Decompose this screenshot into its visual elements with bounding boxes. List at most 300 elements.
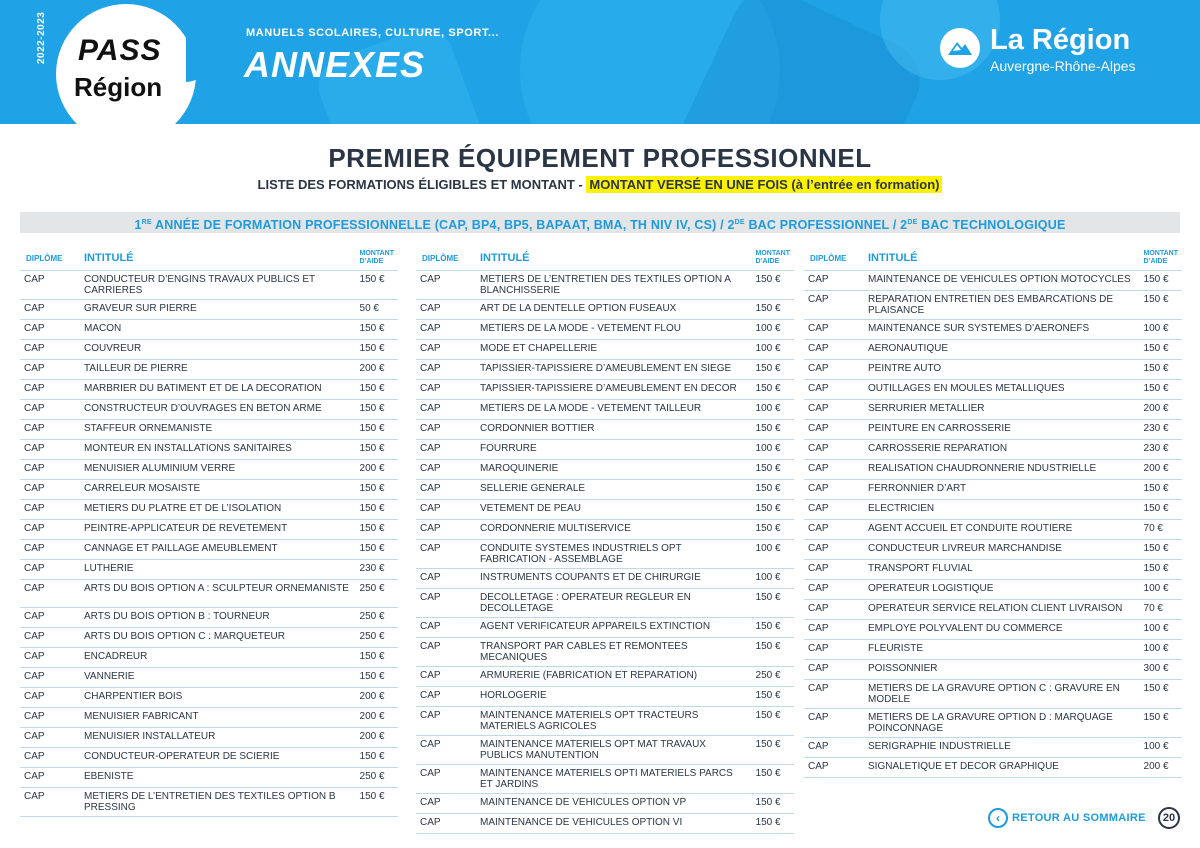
cell-montant: 100 € bbox=[1140, 320, 1182, 340]
table-row bbox=[804, 758, 1182, 778]
cell-montant: 150 € bbox=[356, 480, 398, 500]
table-row bbox=[804, 460, 1182, 480]
cell-diplome: CAP bbox=[804, 709, 864, 738]
cell-montant: 200 € bbox=[356, 460, 398, 480]
subtitle-highlight: MONTANT VERSÉ EN UNE FOIS (à l’entrée en formation) bbox=[586, 176, 942, 193]
cell-intitule: METIERS DE L’ENTRETIEN DES TEXTILES OPTION A BLANCHISSERIE bbox=[476, 271, 752, 300]
cell-diplome: CAP bbox=[416, 814, 476, 834]
cell-montant: 70 € bbox=[1140, 520, 1182, 540]
cell-montant: 100 € bbox=[752, 320, 794, 340]
cell-intitule: ARTS DU BOIS OPTION A : SCULPTEUR ORNEMANISTE bbox=[80, 580, 356, 608]
cell-montant: 250 € bbox=[356, 768, 398, 788]
cell-montant: 150 € bbox=[752, 271, 794, 300]
chevron-left-icon[interactable]: ‹ bbox=[988, 808, 1008, 828]
cell-montant: 100 € bbox=[1140, 738, 1182, 758]
header-montant bbox=[1140, 250, 1182, 271]
cell-intitule: METIERS DE LA GRAVURE OPTION C : GRAVURE EN MODELE bbox=[864, 680, 1140, 709]
table-row bbox=[804, 340, 1182, 360]
cell-intitule: MAINTENANCE DE VEHICULES OPTION MOTOCYCLES bbox=[864, 271, 1140, 291]
header-montant-line2: D’AIDE bbox=[1143, 258, 1168, 265]
cell-montant: 200 € bbox=[356, 728, 398, 748]
cell-montant: 150 € bbox=[356, 340, 398, 360]
cell-diplome: CAP bbox=[416, 460, 476, 480]
cell-diplome: CAP bbox=[804, 620, 864, 640]
table-row bbox=[804, 738, 1182, 758]
table-row bbox=[804, 660, 1182, 680]
table-row bbox=[20, 788, 398, 817]
mountain-logo-icon bbox=[940, 28, 980, 68]
cell-diplome: CAP bbox=[20, 271, 80, 300]
table-row bbox=[20, 420, 398, 440]
cell-montant: 150 € bbox=[752, 638, 794, 667]
cell-montant: 150 € bbox=[356, 788, 398, 817]
table-row bbox=[416, 440, 794, 460]
cell-diplome: CAP bbox=[20, 580, 80, 608]
cell-montant: 150 € bbox=[1140, 709, 1182, 738]
cell-intitule: EMPLOYE POLYVALENT DU COMMERCE bbox=[864, 620, 1140, 640]
cell-diplome: CAP bbox=[416, 440, 476, 460]
cell-montant: 150 € bbox=[356, 748, 398, 768]
cell-montant: 250 € bbox=[356, 628, 398, 648]
table-row bbox=[804, 580, 1182, 600]
table-row bbox=[416, 589, 794, 618]
table-row bbox=[20, 271, 398, 300]
cell-montant: 150 € bbox=[1140, 500, 1182, 520]
cell-intitule: OUTILLAGES EN MOULES METALLIQUES bbox=[864, 380, 1140, 400]
table-row bbox=[804, 440, 1182, 460]
table-row bbox=[20, 400, 398, 420]
table-row bbox=[20, 500, 398, 520]
cell-montant: 100 € bbox=[1140, 640, 1182, 660]
section-bar-sup: DE bbox=[907, 219, 918, 226]
table-row bbox=[804, 400, 1182, 420]
table-row bbox=[416, 500, 794, 520]
cell-intitule: TAPISSIER-TAPISSIERE D’AMEUBLEMENT EN DECOR bbox=[476, 380, 752, 400]
cell-montant: 150 € bbox=[752, 300, 794, 320]
cell-montant: 50 € bbox=[356, 300, 398, 320]
cell-intitule: PEINTURE EN CARROSSERIE bbox=[864, 420, 1140, 440]
cell-intitule: ARMURERIE (FABRICATION ET REPARATION) bbox=[476, 667, 752, 687]
cell-intitule: REALISATION CHAUDRONNERIE NDUSTRIELLE bbox=[864, 460, 1140, 480]
cell-intitule: METIERS DE LA GRAVURE OPTION D : MARQUAGE POINCONNAGE bbox=[864, 709, 1140, 738]
table-row bbox=[416, 618, 794, 638]
cell-intitule: OPERATEUR SERVICE RELATION CLIENT LIVRAISON bbox=[864, 600, 1140, 620]
cell-diplome: CAP bbox=[20, 320, 80, 340]
cell-montant: 200 € bbox=[1140, 460, 1182, 480]
cell-diplome: CAP bbox=[20, 440, 80, 460]
cell-diplome: CAP bbox=[20, 480, 80, 500]
cell-diplome: CAP bbox=[804, 640, 864, 660]
table-row bbox=[416, 400, 794, 420]
header-diplome: DIPLÔME bbox=[20, 250, 80, 271]
cell-diplome: CAP bbox=[416, 765, 476, 794]
cell-diplome: CAP bbox=[804, 680, 864, 709]
table-row bbox=[20, 360, 398, 380]
cell-intitule: MENUISIER ALUMINIUM VERRE bbox=[80, 460, 356, 480]
header-diplome: DIPLÔME bbox=[804, 250, 864, 271]
formations-table bbox=[416, 250, 794, 834]
header-diplome: DIPLÔME bbox=[416, 250, 476, 271]
cell-diplome: CAP bbox=[416, 360, 476, 380]
cell-diplome: CAP bbox=[20, 648, 80, 668]
cell-intitule: ENCADREUR bbox=[80, 648, 356, 668]
cell-montant: 200 € bbox=[356, 708, 398, 728]
cell-diplome: CAP bbox=[416, 380, 476, 400]
cell-montant: 150 € bbox=[752, 480, 794, 500]
cell-montant: 150 € bbox=[356, 540, 398, 560]
header-montant-line2: D’AIDE bbox=[755, 258, 780, 265]
cell-diplome: CAP bbox=[416, 707, 476, 736]
section-bar-text: 1 bbox=[134, 218, 142, 233]
header-montant-line1: MONTANT bbox=[1143, 250, 1178, 257]
cell-diplome: CAP bbox=[804, 600, 864, 620]
cell-montant: 230 € bbox=[1140, 440, 1182, 460]
cell-montant: 300 € bbox=[1140, 660, 1182, 680]
table-row bbox=[804, 380, 1182, 400]
cell-diplome: CAP bbox=[20, 400, 80, 420]
cell-diplome: CAP bbox=[804, 320, 864, 340]
table-row bbox=[804, 271, 1182, 291]
cell-montant: 200 € bbox=[1140, 758, 1182, 778]
cell-intitule: METIERS DE LA MODE - VETEMENT FLOU bbox=[476, 320, 752, 340]
table-row bbox=[20, 480, 398, 500]
table-header-row bbox=[416, 250, 794, 271]
cell-diplome: CAP bbox=[804, 460, 864, 480]
cell-diplome: CAP bbox=[804, 540, 864, 560]
table-row bbox=[416, 480, 794, 500]
cell-intitule: TRANSPORT FLUVIAL bbox=[864, 560, 1140, 580]
cell-montant: 250 € bbox=[752, 667, 794, 687]
cell-intitule: GRAVEUR SUR PIERRE bbox=[80, 300, 356, 320]
table-row bbox=[416, 300, 794, 320]
table-row bbox=[804, 320, 1182, 340]
cell-montant: 150 € bbox=[356, 668, 398, 688]
cell-montant: 150 € bbox=[1140, 271, 1182, 291]
cell-intitule: POISSONNIER bbox=[864, 660, 1140, 680]
table-row bbox=[20, 320, 398, 340]
table-row bbox=[416, 320, 794, 340]
section-bar-text: BAC PROFESSIONNEL / 2 bbox=[744, 218, 908, 233]
page-number: 20 bbox=[1158, 807, 1180, 829]
formations-table bbox=[804, 250, 1182, 778]
cell-montant: 150 € bbox=[752, 500, 794, 520]
header-montant-line2: D’AIDE bbox=[359, 258, 384, 265]
brand-subtitle: Auvergne-Rhône-Alpes bbox=[990, 58, 1136, 74]
table-row bbox=[20, 460, 398, 480]
subtitle-text: LISTE DES FORMATIONS ÉLIGIBLES ET MONTANT - bbox=[257, 177, 583, 192]
cell-diplome: CAP bbox=[416, 667, 476, 687]
header-intitule: INTITULÉ bbox=[476, 250, 752, 271]
table-row bbox=[416, 794, 794, 814]
cell-intitule: SIGNALETIQUE ET DECOR GRAPHIQUE bbox=[864, 758, 1140, 778]
cell-montant: 100 € bbox=[1140, 620, 1182, 640]
cell-diplome: CAP bbox=[804, 480, 864, 500]
cell-diplome: CAP bbox=[804, 758, 864, 778]
cell-diplome: CAP bbox=[804, 420, 864, 440]
cell-intitule: FOURRURE bbox=[476, 440, 752, 460]
cell-montant: 230 € bbox=[356, 560, 398, 580]
cell-montant: 150 € bbox=[752, 460, 794, 480]
cell-diplome: CAP bbox=[416, 794, 476, 814]
table-row bbox=[20, 608, 398, 628]
cell-intitule: ART DE LA DENTELLE OPTION FUSEAUX bbox=[476, 300, 752, 320]
cell-intitule: PEINTRE AUTO bbox=[864, 360, 1140, 380]
cell-intitule: VETEMENT DE PEAU bbox=[476, 500, 752, 520]
cell-intitule: SERRURIER METALLIER bbox=[864, 400, 1140, 420]
cell-intitule: CORDONNIER BOTTIER bbox=[476, 420, 752, 440]
table-row bbox=[416, 340, 794, 360]
cell-montant: 150 € bbox=[356, 500, 398, 520]
header-montant bbox=[356, 250, 398, 271]
cell-intitule: INSTRUMENTS COUPANTS ET DE CHIRURGIE bbox=[476, 569, 752, 589]
table-row bbox=[20, 708, 398, 728]
cell-diplome: CAP bbox=[804, 440, 864, 460]
table-row bbox=[20, 648, 398, 668]
table-row bbox=[804, 540, 1182, 560]
cell-montant: 150 € bbox=[1140, 680, 1182, 709]
cell-intitule: METIERS DU PLATRE ET DE L’ISOLATION bbox=[80, 500, 356, 520]
cell-intitule: CONDUCTEUR D’ENGINS TRAVAUX PUBLICS ET CARRIERES bbox=[80, 271, 356, 300]
cell-diplome: CAP bbox=[20, 560, 80, 580]
cell-intitule: CARRELEUR MOSAISTE bbox=[80, 480, 356, 500]
cell-intitule: FLEURISTE bbox=[864, 640, 1140, 660]
cell-intitule: MAINTENANCE DE VEHICULES OPTION VP bbox=[476, 794, 752, 814]
cell-diplome: CAP bbox=[20, 788, 80, 817]
table-row bbox=[20, 628, 398, 648]
section-heading: ANNEXES bbox=[244, 44, 426, 85]
table-row bbox=[804, 600, 1182, 620]
cell-intitule: ARTS DU BOIS OPTION B : TOURNEUR bbox=[80, 608, 356, 628]
cell-intitule: MAROQUINERIE bbox=[476, 460, 752, 480]
cell-montant: 250 € bbox=[356, 580, 398, 608]
cell-diplome: CAP bbox=[20, 380, 80, 400]
cell-intitule: MAINTENANCE MATERIELS OPT MAT TRAVAUX PUBLICS MANUTENTION bbox=[476, 736, 752, 765]
cell-montant: 200 € bbox=[356, 688, 398, 708]
cell-diplome: CAP bbox=[20, 768, 80, 788]
cell-intitule: REPARATION ENTRETIEN DES EMBARCATIONS DE PLAISANCE bbox=[864, 291, 1140, 320]
header-intitule: INTITULÉ bbox=[864, 250, 1140, 271]
cell-intitule: STAFFEUR ORNEMANISTE bbox=[80, 420, 356, 440]
cell-montant: 150 € bbox=[752, 420, 794, 440]
cell-diplome: CAP bbox=[416, 520, 476, 540]
cell-diplome: CAP bbox=[20, 608, 80, 628]
cell-montant: 150 € bbox=[752, 618, 794, 638]
cell-intitule: MACON bbox=[80, 320, 356, 340]
cell-intitule: CONSTRUCTEUR D’OUVRAGES EN BETON ARME bbox=[80, 400, 356, 420]
cell-intitule: SERIGRAPHIE INDUSTRIELLE bbox=[864, 738, 1140, 758]
cell-montant: 150 € bbox=[1140, 340, 1182, 360]
cell-diplome: CAP bbox=[416, 540, 476, 569]
cell-montant: 100 € bbox=[752, 569, 794, 589]
cell-montant: 150 € bbox=[752, 736, 794, 765]
table-row bbox=[416, 814, 794, 834]
table-row bbox=[20, 580, 398, 608]
cell-intitule: METIERS DE L’ENTRETIEN DES TEXTILES OPTION B PRESSING bbox=[80, 788, 356, 817]
table-row bbox=[804, 291, 1182, 320]
cell-diplome: CAP bbox=[416, 400, 476, 420]
cell-intitule: LUTHERIE bbox=[80, 560, 356, 580]
cell-diplome: CAP bbox=[804, 560, 864, 580]
table-row bbox=[20, 380, 398, 400]
table-row bbox=[804, 520, 1182, 540]
cell-montant: 100 € bbox=[752, 540, 794, 569]
cell-intitule: MODE ET CHAPELLERIE bbox=[476, 340, 752, 360]
formations-table-2 bbox=[416, 250, 794, 834]
cell-diplome: CAP bbox=[20, 668, 80, 688]
table-row bbox=[804, 500, 1182, 520]
cell-intitule: MONTEUR EN INSTALLATIONS SANITAIRES bbox=[80, 440, 356, 460]
table-header-row bbox=[20, 250, 398, 271]
cell-diplome: CAP bbox=[804, 520, 864, 540]
table-row bbox=[804, 640, 1182, 660]
cell-montant: 150 € bbox=[356, 420, 398, 440]
cell-intitule: MARBRIER DU BATIMENT ET DE LA DECORATION bbox=[80, 380, 356, 400]
cell-intitule: CONDUITE SYSTEMES INDUSTRIELS OPT FABRICATION - ASSEMBLAGE bbox=[476, 540, 752, 569]
cell-diplome: CAP bbox=[416, 420, 476, 440]
cell-montant: 150 € bbox=[752, 765, 794, 794]
table-row bbox=[416, 420, 794, 440]
table-row bbox=[416, 638, 794, 667]
cell-diplome: CAP bbox=[20, 540, 80, 560]
cell-montant: 150 € bbox=[356, 520, 398, 540]
cell-diplome: CAP bbox=[416, 736, 476, 765]
cell-intitule: TAILLEUR DE PIERRE bbox=[80, 360, 356, 380]
cell-intitule: TRANSPORT PAR CABLES ET REMONTEES MECANIQUES bbox=[476, 638, 752, 667]
cell-montant: 150 € bbox=[752, 794, 794, 814]
cell-diplome: CAP bbox=[804, 660, 864, 680]
cell-intitule: MAINTENANCE SUR SYSTEMES D’AERONEFS bbox=[864, 320, 1140, 340]
cell-intitule: CANNAGE ET PAILLAGE AMEUBLEMENT bbox=[80, 540, 356, 560]
header-intitule: INTITULÉ bbox=[80, 250, 356, 271]
cell-montant: 200 € bbox=[356, 360, 398, 380]
table-row bbox=[804, 709, 1182, 738]
table-row bbox=[804, 420, 1182, 440]
cell-intitule: TAPISSIER-TAPISSIERE D’AMEUBLEMENT EN SIEGE bbox=[476, 360, 752, 380]
cell-diplome: CAP bbox=[804, 580, 864, 600]
table-row bbox=[20, 560, 398, 580]
table-row bbox=[416, 360, 794, 380]
cell-diplome: CAP bbox=[20, 460, 80, 480]
table-row bbox=[804, 360, 1182, 380]
cell-intitule: CORDONNERIE MULTISERVICE bbox=[476, 520, 752, 540]
cell-diplome: CAP bbox=[20, 728, 80, 748]
section-bar-sup: RE bbox=[141, 219, 152, 226]
header-montant-line1: MONTANT bbox=[359, 250, 394, 257]
cell-intitule: CONDUCTEUR LIVREUR MARCHANDISE bbox=[864, 540, 1140, 560]
cell-montant: 150 € bbox=[752, 814, 794, 834]
table-row bbox=[416, 667, 794, 687]
page-title: PREMIER ÉQUIPEMENT PROFESSIONNEL bbox=[328, 143, 872, 173]
cell-intitule: DECOLLETAGE : OPERATEUR REGLEUR EN DECOLLETAGE bbox=[476, 589, 752, 618]
cell-montant: 100 € bbox=[1140, 580, 1182, 600]
cell-diplome: CAP bbox=[416, 638, 476, 667]
table-row bbox=[20, 340, 398, 360]
cell-montant: 150 € bbox=[752, 380, 794, 400]
section-bar-text: BAC TECHNOLOGIQUE bbox=[917, 218, 1066, 233]
cell-montant: 150 € bbox=[356, 380, 398, 400]
cell-diplome: CAP bbox=[416, 271, 476, 300]
cell-montant: 150 € bbox=[356, 271, 398, 300]
section-bar-sup: DE bbox=[734, 219, 745, 226]
cell-diplome: CAP bbox=[20, 708, 80, 728]
cell-intitule: MAINTENANCE MATERIELS OPTI MATERIELS PARCS ET JARDINS bbox=[476, 765, 752, 794]
cell-montant: 150 € bbox=[1140, 360, 1182, 380]
table-row bbox=[20, 520, 398, 540]
cell-intitule: CARROSSERIE REPARATION bbox=[864, 440, 1140, 460]
page-subtitle bbox=[0, 177, 1200, 192]
table-row bbox=[416, 540, 794, 569]
cell-montant: 100 € bbox=[752, 440, 794, 460]
cell-diplome: CAP bbox=[804, 400, 864, 420]
logo-region-text: Région bbox=[74, 72, 163, 102]
cell-diplome: CAP bbox=[20, 628, 80, 648]
table-row bbox=[416, 569, 794, 589]
formations-table bbox=[20, 250, 398, 817]
cell-intitule: VANNERIE bbox=[80, 668, 356, 688]
cell-diplome: CAP bbox=[804, 340, 864, 360]
logo-pass-text: PASS bbox=[78, 34, 162, 67]
header-kicker: MANUELS SCOLAIRES, CULTURE, SPORT... bbox=[246, 27, 500, 39]
cell-montant: 150 € bbox=[1140, 560, 1182, 580]
cell-diplome: CAP bbox=[416, 569, 476, 589]
cell-intitule: AERONAUTIQUE bbox=[864, 340, 1140, 360]
cell-intitule: ELECTRICIEN bbox=[864, 500, 1140, 520]
cell-diplome: CAP bbox=[804, 271, 864, 291]
cell-diplome: CAP bbox=[804, 360, 864, 380]
cell-diplome: CAP bbox=[804, 380, 864, 400]
cell-intitule: OPERATEUR LOGISTIQUE bbox=[864, 580, 1140, 600]
cell-diplome: CAP bbox=[416, 687, 476, 707]
formations-table-1 bbox=[20, 250, 398, 817]
table-row bbox=[416, 520, 794, 540]
cell-intitule: SELLERIE GENERALE bbox=[476, 480, 752, 500]
cell-montant: 150 € bbox=[1140, 380, 1182, 400]
table-row bbox=[20, 748, 398, 768]
cell-montant: 150 € bbox=[356, 648, 398, 668]
table-row bbox=[20, 768, 398, 788]
table-row bbox=[804, 620, 1182, 640]
cell-intitule: CONDUCTEUR-OPERATEUR DE SCIERIE bbox=[80, 748, 356, 768]
cell-diplome: CAP bbox=[416, 618, 476, 638]
cell-diplome: CAP bbox=[416, 589, 476, 618]
back-to-summary-link[interactable]: RETOUR AU SOMMAIRE bbox=[1012, 812, 1146, 824]
cell-montant: 150 € bbox=[752, 687, 794, 707]
brand-title: La Région bbox=[990, 24, 1131, 56]
table-row bbox=[20, 440, 398, 460]
cell-montant: 150 € bbox=[1140, 540, 1182, 560]
cell-montant: 150 € bbox=[356, 320, 398, 340]
cell-diplome: CAP bbox=[20, 520, 80, 540]
cell-diplome: CAP bbox=[20, 420, 80, 440]
cell-intitule: METIERS DE LA MODE - VETEMENT TAILLEUR bbox=[476, 400, 752, 420]
header-montant bbox=[752, 250, 794, 271]
cell-intitule: AGENT VERIFICATEUR APPAREILS EXTINCTION bbox=[476, 618, 752, 638]
table-row bbox=[416, 380, 794, 400]
table-row bbox=[416, 765, 794, 794]
cell-diplome: CAP bbox=[20, 688, 80, 708]
cell-diplome: CAP bbox=[416, 320, 476, 340]
header-banner bbox=[0, 0, 1200, 124]
cell-diplome: CAP bbox=[804, 738, 864, 758]
table-row bbox=[20, 540, 398, 560]
cell-diplome: CAP bbox=[804, 291, 864, 320]
table-row bbox=[416, 460, 794, 480]
cell-intitule: MAINTENANCE MATERIELS OPT TRACTEURS MATERIELS AGRICOLES bbox=[476, 707, 752, 736]
cell-intitule: CHARPENTIER BOIS bbox=[80, 688, 356, 708]
cell-montant: 230 € bbox=[1140, 420, 1182, 440]
cell-diplome: CAP bbox=[20, 300, 80, 320]
cell-intitule: EBENISTE bbox=[80, 768, 356, 788]
